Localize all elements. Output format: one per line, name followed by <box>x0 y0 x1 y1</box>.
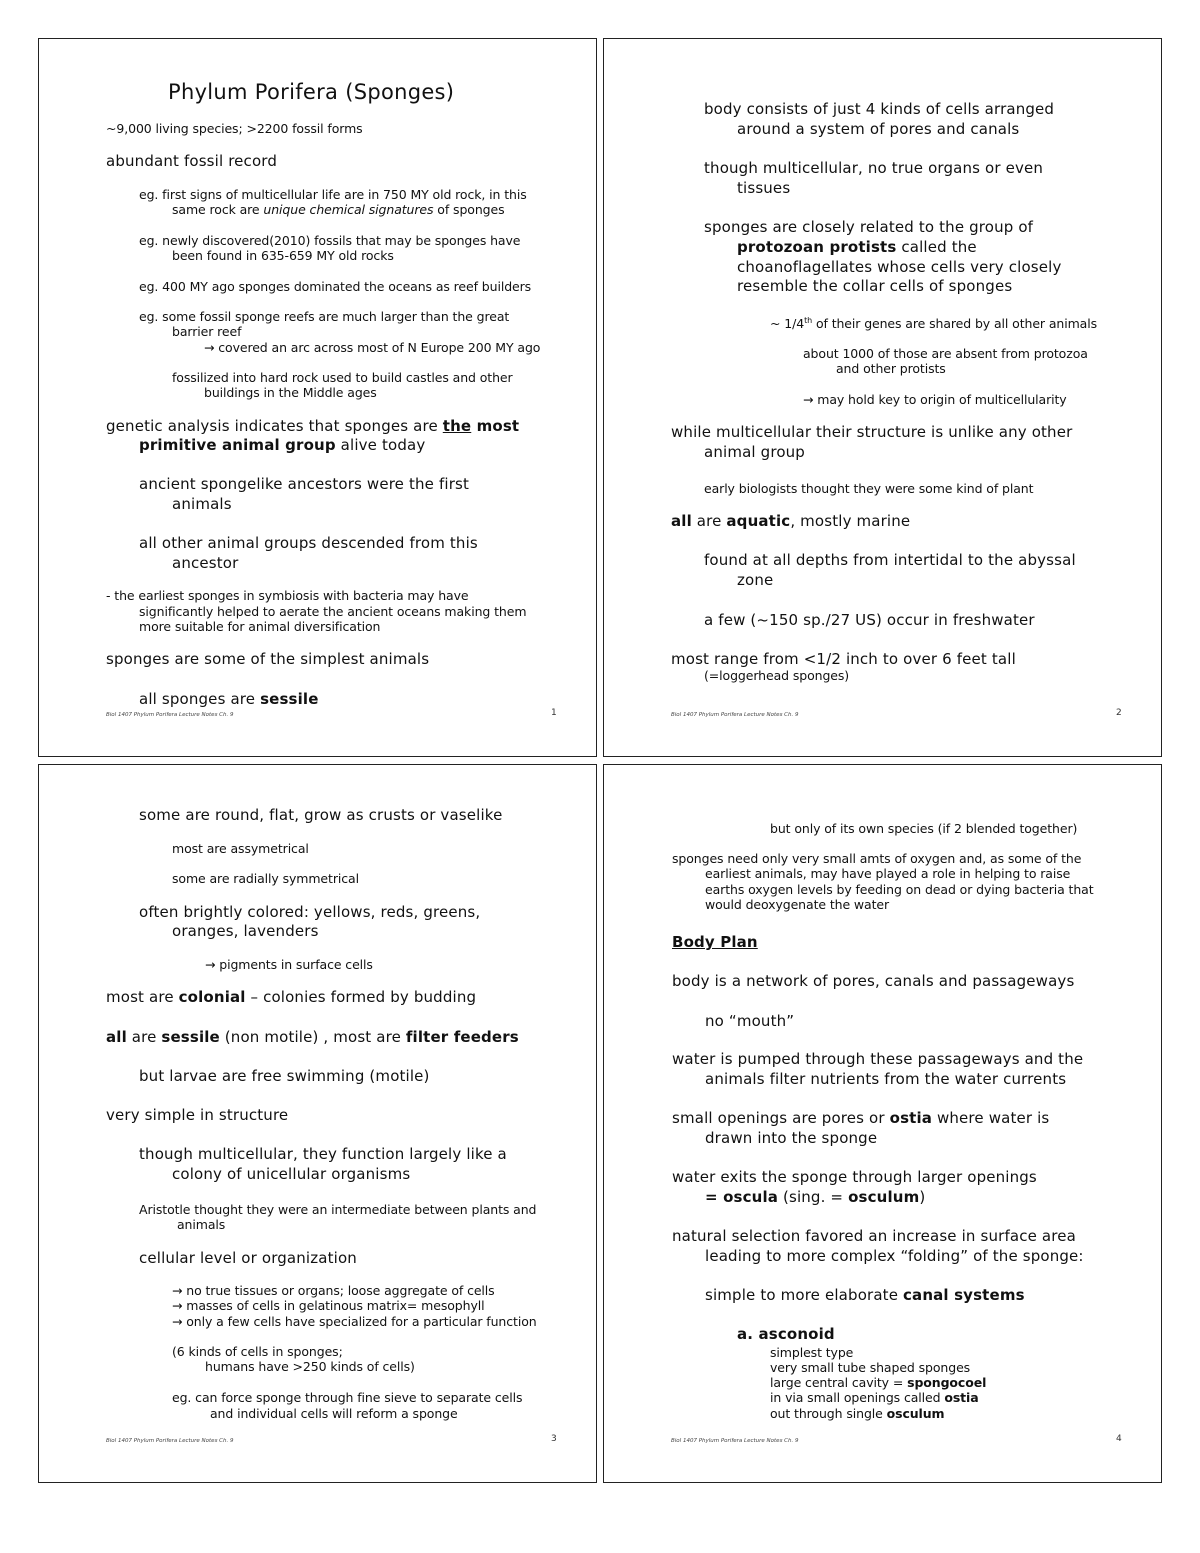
text-line: ancient spongelike ancestors were the first <box>139 475 470 493</box>
text-line: resemble the collar cells of sponges <box>737 277 1013 295</box>
text-line: all other animal groups descended from this <box>139 534 478 552</box>
page-number: 3 <box>551 1434 557 1444</box>
text-line: in via small openings called ostia <box>770 1390 979 1405</box>
slide-1 <box>38 38 597 757</box>
text-line: animals <box>172 495 232 513</box>
page-number: 1 <box>551 708 557 718</box>
text-line: about 1000 of those are absent from protozoa <box>803 346 1088 361</box>
text-line: oranges, lavenders <box>172 922 319 940</box>
text-line: body is a network of pores, canals and passageways <box>672 972 1075 990</box>
slide-3 <box>38 764 597 1483</box>
text-line: some are round, flat, grow as crusts or vaselike <box>139 806 503 824</box>
text-line: humans have >250 kinds of cells) <box>205 1359 415 1374</box>
text-line: body consists of just 4 kinds of cells arranged <box>704 100 1055 118</box>
text-line: would deoxygenate the water <box>705 897 890 912</box>
text-line: eg. first signs of multicellular life are in 750 MY old rock, in this <box>139 187 527 202</box>
text-line: no “mouth” <box>705 1012 795 1030</box>
text-line: simple to more elaborate canal systems <box>705 1286 1025 1304</box>
text-line: often brightly colored: yellows, reds, greens, <box>139 903 481 921</box>
text-line: eg. 400 MY ago sponges dominated the oceans as reef builders <box>139 279 532 294</box>
text-line: leading to more complex “folding” of the sponge: <box>705 1247 1084 1265</box>
section-heading: Body Plan <box>672 933 758 951</box>
text-line: but larvae are free swimming (motile) <box>139 1067 430 1085</box>
slide-2 <box>603 38 1162 757</box>
text-line: and other protists <box>836 361 946 376</box>
text-line: and individual cells will reform a sponge <box>210 1406 458 1421</box>
text-line: fossilized into hard rock used to build castles and other <box>172 370 513 385</box>
text-line: while multicellular their structure is unlike any other <box>671 423 1073 441</box>
text-line: water exits the sponge through larger openings <box>672 1168 1037 1186</box>
text-line: protozoan protists called the <box>737 238 977 256</box>
text-line: primitive animal group alive today <box>139 436 426 454</box>
text-line: small openings are pores or ostia where water is <box>672 1109 1050 1127</box>
text-line: though multicellular, they function largely like a <box>139 1145 507 1163</box>
text-line: drawn into the sponge <box>705 1129 878 1147</box>
text-line: very small tube shaped sponges <box>770 1360 971 1375</box>
text-line: (6 kinds of cells in sponges; <box>172 1344 343 1359</box>
text-line: - the earliest sponges in symbiosis with bacteria may have <box>106 588 469 603</box>
text-line: ancestor <box>172 554 239 572</box>
text-line: a few (~150 sp./27 US) occur in freshwater <box>704 611 1035 629</box>
text-line: early biologists thought they were some kind of plant <box>704 481 1034 496</box>
text-line: natural selection favored an increase in surface area <box>672 1227 1076 1245</box>
slide-4 <box>603 764 1162 1483</box>
text-line: around a system of pores and canals <box>737 120 1020 138</box>
text-line: most are colonial – colonies formed by budding <box>106 988 477 1006</box>
text-line: though multicellular, no true organs or even <box>704 159 1044 177</box>
text-line: → may hold key to origin of multicellularity <box>803 392 1067 407</box>
text-line: ~9,000 living species; >2200 fossil forms <box>106 121 363 136</box>
text-line: → only a few cells have specialized for a particular function <box>172 1314 537 1329</box>
text-line: zone <box>737 571 774 589</box>
text-line: animals <box>177 1217 226 1232</box>
text-line: eg. some fossil sponge reefs are much larger than the great <box>139 309 510 324</box>
text-line: found at all depths from intertidal to the abyssal <box>704 551 1076 569</box>
text-line: Aristotle thought they were an intermediate between plants and <box>139 1202 537 1217</box>
subheading: a. asconoid <box>737 1325 835 1343</box>
text-line: genetic analysis indicates that sponges are the most <box>106 417 520 435</box>
page-number: 2 <box>1116 708 1122 718</box>
page-title: Phylum Porifera (Sponges) <box>168 80 455 104</box>
text-line: out through single osculum <box>770 1406 945 1421</box>
text-line: → no true tissues or organs; loose aggregate of cells <box>172 1283 495 1298</box>
text-line: choanoflagellates whose cells very closely <box>737 258 1062 276</box>
text-line: (=loggerhead sponges) <box>704 668 850 683</box>
footer: Biol 1407 Phylum Porifera Lecture Notes Ch. 9 <box>671 1438 799 1444</box>
text-line: tissues <box>737 179 791 197</box>
text-line: → pigments in surface cells <box>205 957 373 972</box>
text-line: more suitable for animal diversification <box>139 619 381 634</box>
text-line: eg. can force sponge through fine sieve to separate cells <box>172 1390 523 1405</box>
text-line: water is pumped through these passageways and the <box>672 1050 1084 1068</box>
text-line: ~ 1/4th of their genes are shared by all other animals <box>770 316 1097 332</box>
text-line: but only of its own species (if 2 blended together) <box>770 821 1078 836</box>
text-line: abundant fossil record <box>106 152 278 170</box>
text-line: colony of unicellular organisms <box>172 1165 411 1183</box>
text-line: = oscula (sing. = osculum) <box>705 1188 926 1206</box>
text-line: → covered an arc across most of N Europe 200 MY ago <box>204 340 541 355</box>
text-line: most range from <1/2 inch to over 6 feet tall <box>671 650 1016 668</box>
text-line: some are radially symmetrical <box>172 871 359 886</box>
page-number: 4 <box>1116 1434 1122 1444</box>
text-line: → masses of cells in gelatinous matrix= mesophyll <box>172 1298 485 1313</box>
text-line: sponges are some of the simplest animals <box>106 650 430 668</box>
footer: Biol 1407 Phylum Porifera Lecture Notes Ch. 9 <box>106 1438 234 1444</box>
text-line: earths oxygen levels by feeding on dead or dying bacteria that <box>705 882 1094 897</box>
text-line: same rock are unique chemical signatures of sponges <box>172 202 505 217</box>
text-line: cellular level or organization <box>139 1249 357 1267</box>
text-line: barrier reef <box>172 324 242 339</box>
text-line: sponges need only very small amts of oxygen and, as some of the <box>672 851 1082 866</box>
text-line: all are aquatic, mostly marine <box>671 512 911 530</box>
footer: Biol 1407 Phylum Porifera Lecture Notes Ch. 9 <box>671 712 799 718</box>
text-line: all are sessile (non motile) , most are filter feeders <box>106 1028 519 1046</box>
text-line: very simple in structure <box>106 1106 289 1124</box>
text-line: animals filter nutrients from the water currents <box>705 1070 1067 1088</box>
text-line: earliest animals, may have played a role in helping to raise <box>705 866 1071 881</box>
text-line: most are assymetrical <box>172 841 309 856</box>
text-line: eg. newly discovered(2010) fossils that may be sponges have <box>139 233 521 248</box>
text-line: large central cavity = spongocoel <box>770 1375 987 1390</box>
text-line: been found in 635-659 MY old rocks <box>172 248 394 263</box>
text-line: sponges are closely related to the group of <box>704 218 1034 236</box>
footer: Biol 1407 Phylum Porifera Lecture Notes Ch. 9 <box>106 712 234 718</box>
text-line: animal group <box>704 443 805 461</box>
text-line: all sponges are sessile <box>139 690 319 708</box>
text-line: simplest type <box>770 1345 854 1360</box>
text-line: significantly helped to aerate the ancient oceans making them <box>139 604 527 619</box>
text-line: buildings in the Middle ages <box>204 385 377 400</box>
